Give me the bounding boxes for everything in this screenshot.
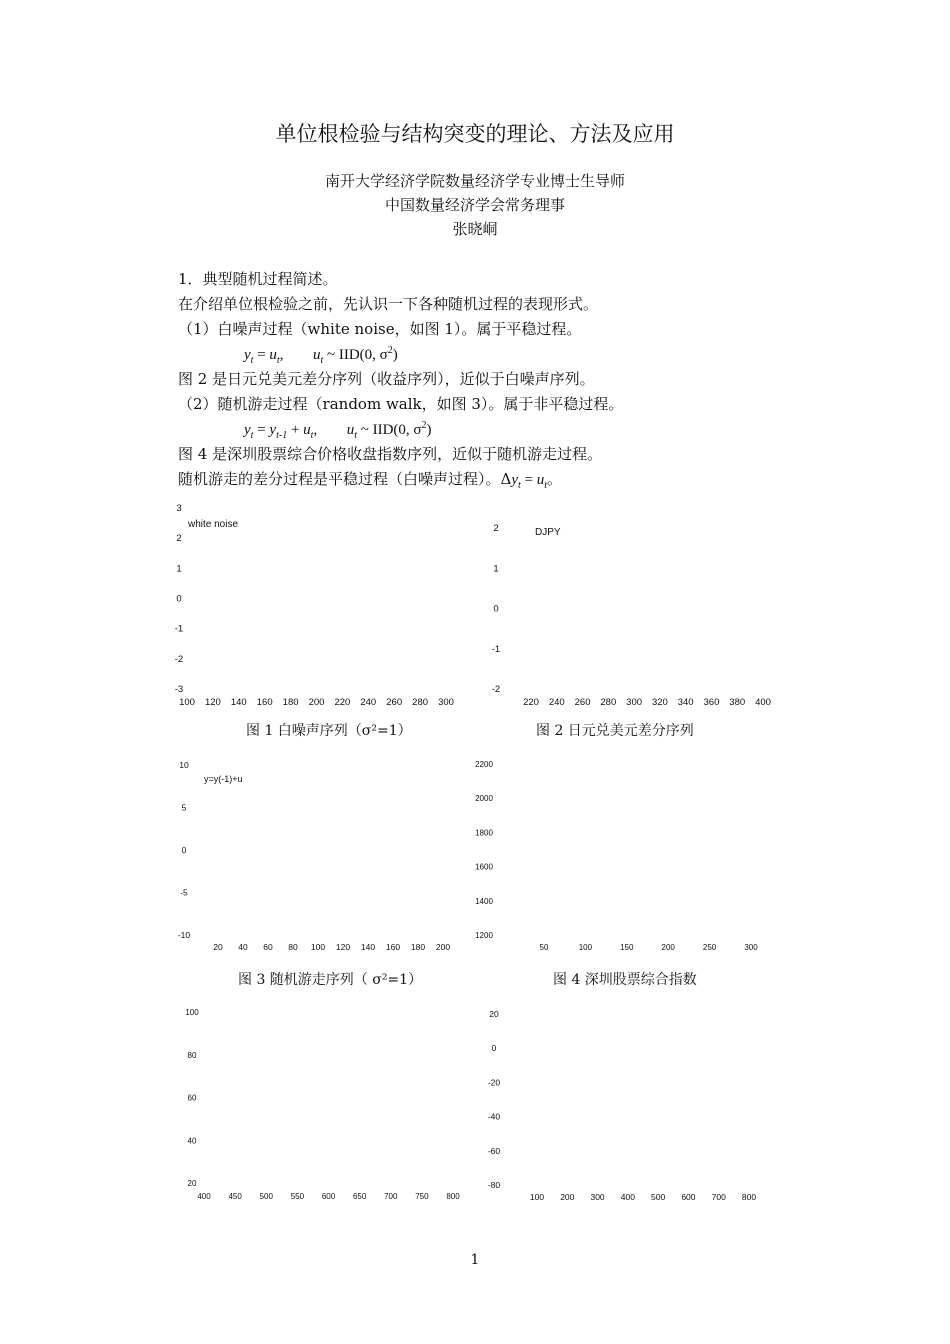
x-tick-label: 240	[548, 697, 565, 708]
page-title: 单位根检验与结构突变的理论、方法及应用	[275, 122, 675, 146]
equation-random-walk: $y_t = y_{t-1} + u_t$, $u_t$ ~ IID(0, $\sigma^2$)	[244, 420, 432, 441]
y-tick-label: -2	[491, 684, 501, 695]
caption-fig1: 图 1 白噪声序列（σ²=1）	[246, 723, 412, 739]
page-number: 1	[470, 1252, 480, 1268]
y-tick-label: -10	[177, 930, 191, 940]
x-tick-label: 250	[702, 943, 717, 952]
y-tick-label: 20	[187, 1179, 197, 1188]
x-tick-label: 280	[412, 697, 429, 708]
x-tick-label: 180	[282, 697, 299, 708]
x-tick-label: 120	[204, 697, 221, 708]
y-tick-label: 0	[181, 845, 187, 855]
y-tick-label: 60	[187, 1093, 197, 1103]
diff-note: 随机游走的差分过程是平稳过程（白噪声过程）。$\Delta y_t = u_t$。	[178, 470, 563, 491]
x-tick-label: 100	[179, 697, 195, 708]
x-tick-label: 50	[539, 943, 549, 952]
y-tick-label: -20	[487, 1077, 501, 1088]
y-tick-label: -1	[491, 643, 501, 655]
y-tick-label: 2	[493, 523, 499, 534]
y-tick-label: 1600	[475, 862, 493, 872]
intro-paragraph: 在介绍单位根检验之前，先认识一下各种随机过程的表现形式。	[178, 295, 599, 313]
y-tick-label: 5	[181, 802, 187, 813]
y-tick-label: 3	[176, 503, 182, 514]
x-tick-label: 200	[435, 942, 451, 952]
y-tick-label: 2200	[475, 760, 493, 769]
x-tick-label: 80	[288, 942, 298, 952]
x-tick-label: 500	[651, 1192, 666, 1202]
x-tick-label: 360	[703, 697, 720, 708]
x-tick-label: 220	[523, 697, 539, 708]
x-tick-label: 300	[744, 943, 758, 952]
y-tick-label: -5	[180, 887, 188, 898]
y-tick-label: -1	[174, 623, 184, 635]
x-tick-label: 240	[360, 697, 377, 708]
x-tick-label: 260	[386, 697, 403, 708]
x-tick-label: 160	[256, 697, 273, 708]
y-tick-label: 0	[493, 603, 499, 615]
y-tick-label: 1	[493, 563, 499, 575]
x-tick-label: 100	[310, 942, 326, 952]
x-tick-label: 600	[681, 1192, 696, 1202]
x-tick-label: 800	[741, 1192, 757, 1202]
x-tick-label: 300	[626, 697, 643, 708]
y-tick-label: 0	[491, 1043, 497, 1054]
x-tick-label: 140	[230, 697, 247, 708]
y-tick-label: 80	[187, 1050, 197, 1060]
x-tick-label: 600	[321, 1192, 336, 1201]
x-tick-label: 200	[308, 697, 325, 708]
x-tick-label: 220	[334, 697, 351, 708]
chart-djpy	[492, 523, 771, 708]
x-tick-label: 180	[410, 942, 426, 952]
equation-white-noise: $y_t = u_t$, $u_t$ ~ IID(0, $\sigma^2$)	[244, 345, 398, 366]
item-white-noise: （1）白噪声过程（white noise，如图 1）。属于平稳过程。	[178, 320, 582, 338]
chart-6	[488, 1009, 757, 1202]
x-tick-label: 120	[335, 942, 351, 952]
x-tick-label: 100	[578, 943, 593, 952]
y-tick-label: 2	[176, 533, 182, 545]
x-tick-label: 400	[197, 1192, 211, 1201]
fig4-note: 图 4 是深圳股票综合价格收盘指数序列，近似于随机游走过程。	[178, 445, 603, 463]
y-tick-label: 10	[179, 760, 189, 770]
x-tick-label: 100	[529, 1192, 545, 1202]
x-tick-label: 450	[228, 1192, 242, 1201]
y-tick-label: -60	[487, 1145, 501, 1156]
x-tick-label: 260	[574, 697, 591, 708]
x-tick-label: 200	[560, 1192, 575, 1202]
y-tick-label: 1	[176, 563, 182, 575]
x-tick-label: 320	[651, 697, 668, 708]
x-tick-label: 300	[590, 1192, 605, 1202]
x-tick-label: 200	[661, 943, 675, 952]
y-tick-label: -40	[487, 1111, 501, 1122]
y-tick-label: -3	[174, 684, 184, 695]
x-tick-label: 750	[415, 1192, 429, 1201]
y-tick-label: 40	[187, 1136, 197, 1146]
author-role: 中国数量经济学会常务理事	[384, 196, 565, 214]
x-tick-label: 140	[360, 942, 376, 952]
caption-fig2: 图 2 日元兑美元差分序列	[536, 723, 694, 739]
x-tick-label: 60	[263, 942, 273, 952]
x-tick-label: 280	[600, 697, 617, 708]
x-tick-label: 340	[677, 697, 694, 708]
x-tick-label: 380	[729, 697, 746, 708]
item-random-walk: （2）随机游走过程（random walk，如图 3）。属于非平稳过程。	[178, 395, 624, 413]
x-tick-label: 20	[213, 942, 223, 952]
y-tick-label: -2	[174, 653, 184, 665]
x-tick-label: 700	[384, 1192, 398, 1201]
y-tick-label: 1400	[475, 896, 493, 906]
x-tick-label: 700	[711, 1192, 726, 1202]
legend-label: white noise	[188, 519, 239, 530]
y-tick-label: 100	[185, 1008, 199, 1017]
x-tick-label: 40	[238, 942, 248, 952]
x-tick-label: 300	[438, 697, 454, 708]
author-affiliation: 南开大学经济学院数量经济学专业博士生导师	[324, 172, 625, 190]
chart-shenzhen-index	[475, 760, 758, 952]
x-tick-label: 500	[259, 1192, 273, 1201]
author-name: 张晓峒	[452, 220, 498, 238]
x-tick-label: 150	[620, 943, 634, 952]
y-tick-label: 0	[176, 593, 182, 605]
x-tick-label: 400	[755, 697, 771, 708]
y-tick-label: 1200	[475, 931, 493, 940]
x-tick-label: 550	[290, 1192, 305, 1201]
section-heading: 1．典型随机过程简述。	[178, 270, 338, 288]
fig2-note: 图 2 是日元兑美元差分序列（收益序列），近似于白噪声序列。	[178, 370, 595, 388]
caption-fig4: 图 4 深圳股票综合指数	[553, 972, 697, 988]
y-tick-label: 1800	[475, 828, 493, 838]
x-tick-label: 650	[352, 1192, 367, 1201]
legend-label: y=y(-1)+u	[204, 774, 243, 784]
y-tick-label: 20	[489, 1009, 499, 1019]
x-tick-label: 160	[385, 942, 401, 952]
y-tick-label: -80	[487, 1180, 501, 1190]
caption-fig3: 图 3 随机游走序列（ σ²=1）	[238, 972, 423, 988]
x-tick-label: 400	[620, 1192, 635, 1202]
chart-random-walk	[178, 760, 451, 952]
chart-5	[185, 1008, 460, 1201]
legend-label: DJPY	[535, 527, 561, 538]
x-tick-label: 800	[446, 1192, 460, 1201]
y-tick-label: 2000	[475, 794, 493, 804]
chart-white-noise	[175, 503, 454, 708]
